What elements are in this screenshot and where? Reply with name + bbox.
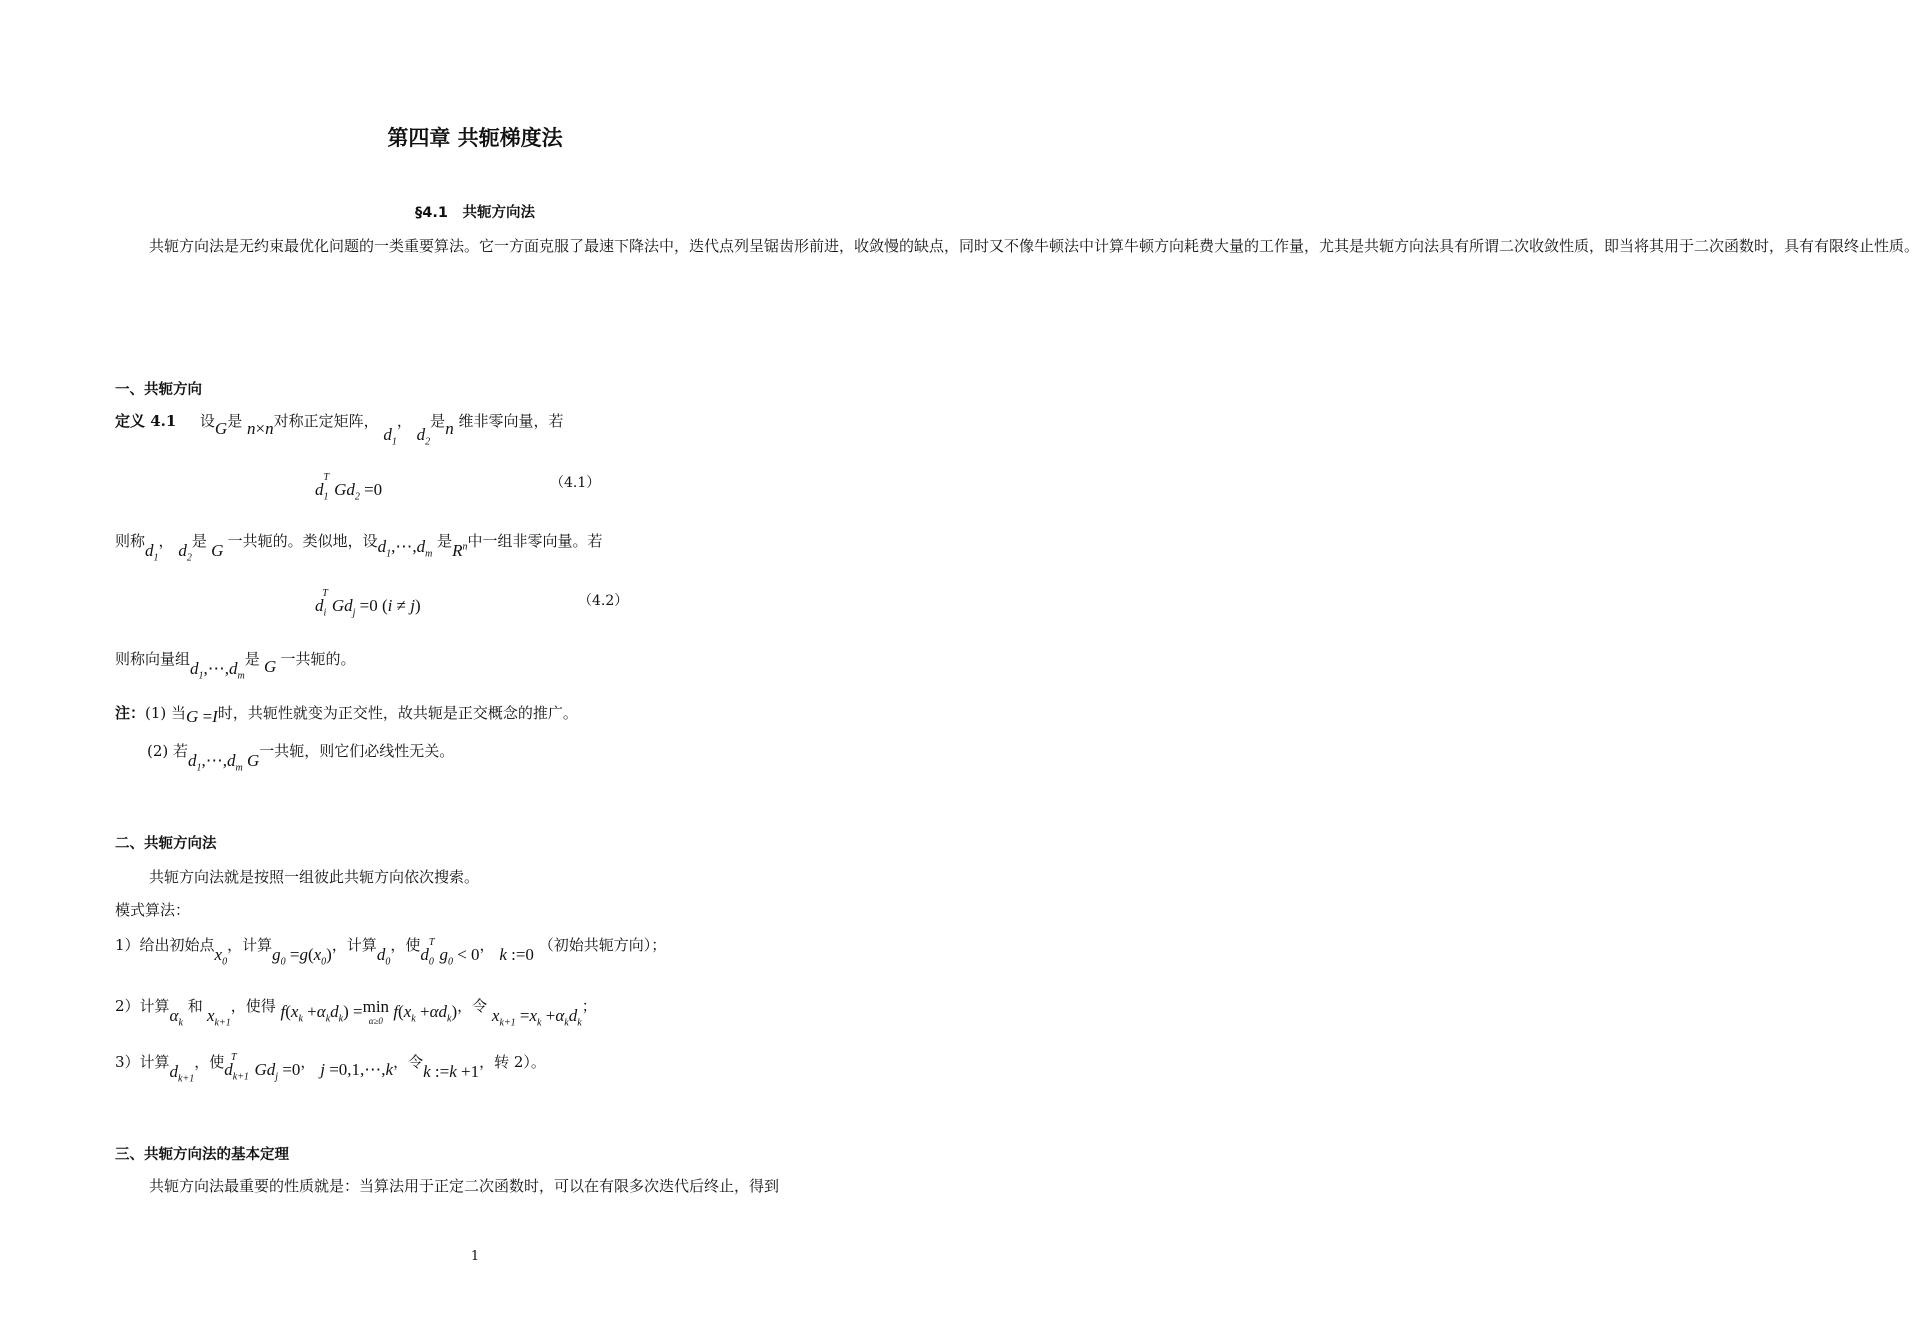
note-1 [115,702,578,726]
heading-basic-theorem: 三、共轭方向法的基本定理 [115,1147,289,1163]
definition-label: 定义 4.1 [115,412,177,430]
math-d2: $d_2$ [416,425,431,448]
math-j-range: j =0,1,⋯,k [320,1060,394,1079]
note-1-text-b: 时，共轭性就变为正交性，故共轭是正交概念的推广。 [217,704,578,722]
step1-text-e: ， [479,936,495,954]
then2-text-2: 是 [244,650,260,668]
algorithm-step-1 [115,934,667,968]
math-x-k-plus-1: $x_{k+1}$ [202,1006,231,1029]
step3-text-d: ，令 [393,1053,424,1071]
def-text-6: 维非零向量，若 [458,412,564,430]
math-k-increment: k :=k +1 [423,1062,480,1081]
math-n: n [445,419,454,438]
then-text-6: 中一组非零向量。若 [467,532,603,550]
def-text-1: 设 [199,412,215,430]
equation-number-4-1: （4.1） [550,475,601,491]
note-2 [147,740,455,774]
step2-text-c: ，使得 [230,997,276,1015]
math-Rn: $R^n$ [452,541,468,560]
method-description: 共轭方向法就是按照一组彼此共轭方向依次搜索。 [149,868,480,886]
math-alpha-k: $\alpha_k$ [169,1006,183,1029]
note-1-text-a: (1) 当 [145,704,187,722]
step3-text-c: ， [300,1053,316,1071]
page-number: 1 [470,1249,480,1264]
theorem-intro-text: 共轭方向法最重要的性质就是：当算法用于正定二次函数时，可以在有限多次迭代后终止，得到 [149,1177,780,1195]
step1-text-f: （初始共轭方向）； [538,936,667,954]
then-text-1: 则称 [115,532,146,550]
chapter-title: 第四章 共轭梯度法 [387,126,563,150]
math-x0: $x_0$ [214,945,228,968]
then-call-line [115,530,603,564]
math-G: G [206,541,228,560]
step2-text-d: ，令 [457,997,488,1015]
math-g0: $g_0 =g(x_0)$ [272,945,332,968]
equation-4-1: $d_1^TGd_2 =0$ [315,472,383,503]
equation-number-4-2: （4.2） [578,593,629,609]
math-conjugacy-condition: $d_{k+1}^TGd_j =0$ [224,1052,301,1083]
step3-text-e: ，转 2）。 [479,1053,546,1071]
math-d1: $d_1$ [145,541,159,564]
note-label: 注： [115,704,146,722]
equation-4-2: $d_i^TGd_j =0$ (i ≠ j) [315,588,421,619]
step3-text-b: ，使 [194,1053,225,1071]
step1-text-d: ，使 [390,936,421,954]
math-d1-dm: $d_1,\cdots,d_m$ [377,537,433,560]
math-k-assign-0: k :=0 [499,945,534,964]
model-algorithm-label: 模式算法： [115,901,191,919]
def-text-4: ， [396,412,412,430]
then2-text-3: 一共轭的。 [280,650,356,668]
math-line-search: $f(x_k +\alpha_kd_k) =\min$ α≥0 $f(x_k +\alpha d_k)$ [280,997,458,1026]
math-d2: $d_2$ [178,541,192,564]
intro-text: 共轭方向法是无约束最优化问题的一类重要算法。它一方面克服了最速下降法中，迭代点列呈锯齿形前进，收敛慢的缺点，同时又不像牛顿法中计算牛顿方向耗费大量的工作量，尤其是共轭方向法具有所谓二次收敛性质，即当将其用于二次函数时，具有有限终止性质。 [149,237,1919,255]
step1-text-b: ，计算 [227,936,273,954]
def-text-3: 对称正定矩阵， [273,412,379,430]
step2-text-a: 2）计算 [115,997,170,1015]
then2-text-1: 则称向量组 [115,650,191,668]
definition-line [115,410,564,448]
intro-paragraph [115,231,1919,261]
step1-text-a: 1）给出初始点 [115,936,215,954]
math-n-by-n: n×n [246,419,274,438]
then-text-3: 是 [191,532,207,550]
step2-text-b: 和 [187,997,203,1015]
math-d1-dm-G: $d_1,\cdots,d_m$ G [188,751,260,774]
step2-text-e: ； [581,997,597,1015]
math-d0T-g0: $d_0^Tg_0 < 0$ [420,937,480,968]
then-call-set-line [115,648,356,682]
note-2-text-a: (2) 若 [147,742,189,760]
def-text-5: 是 [430,412,446,430]
math-d-k-plus-1: $d_{k+1}$ [169,1062,195,1085]
step3-text-a: 3）计算 [115,1053,170,1071]
algorithm-step-2 [115,995,597,1029]
step1-text-c: ，计算 [331,936,377,954]
math-d1-dm: $d_1,\cdots,d_m$ [190,659,245,682]
algorithm-step-3 [115,1051,546,1085]
heading-conjugate-direction: 一、共轭方向 [115,382,202,398]
note-2-text-b: 一共轭，则它们必线性无关。 [259,742,455,760]
math-d0: $d_0$ [376,945,391,968]
def-text-2: 是 [227,412,243,430]
math-G: G [259,657,281,676]
section-title: §4.1 共轭方向法 [415,205,535,221]
then-text-2: ， [158,532,174,550]
math-d1: $d_1$ [383,425,397,448]
math-x-update: $x_{k+1} =x_k +\alpha_kd_k$ [491,1006,582,1029]
heading-conjugate-direction-method: 二、共轭方向法 [115,836,217,852]
then-text-4: 一共轭的。类似地，设 [227,532,378,550]
then-text-5: 是 [437,532,453,550]
math-G-equals-I: G =I [186,707,218,726]
math-G: G [214,419,228,438]
